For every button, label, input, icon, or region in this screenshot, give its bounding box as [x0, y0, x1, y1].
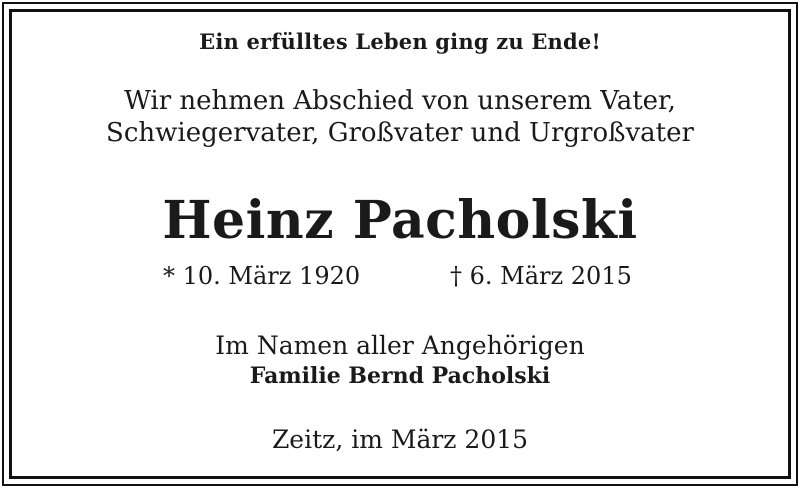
place-date: Zeitz, im März 2015	[271, 425, 529, 454]
life-dates	[0, 262, 800, 296]
birth-date: * 10. März 1920	[163, 262, 361, 290]
family-name: Familie Bernd Pacholski	[249, 363, 551, 389]
headline: Ein erfülltes Leben ging zu Ende!	[199, 29, 601, 54]
intro-line-1: Wir nehmen Abschied von unserem Vater,	[124, 86, 676, 116]
mourners-line: Im Namen aller Angehörigen	[215, 331, 585, 360]
intro-line-2: Schwiegervater, Großvater und Urgroßvater	[106, 118, 694, 148]
deceased-name: Heinz Pacholski	[162, 190, 638, 251]
death-date: † 6. März 2015	[450, 262, 632, 290]
